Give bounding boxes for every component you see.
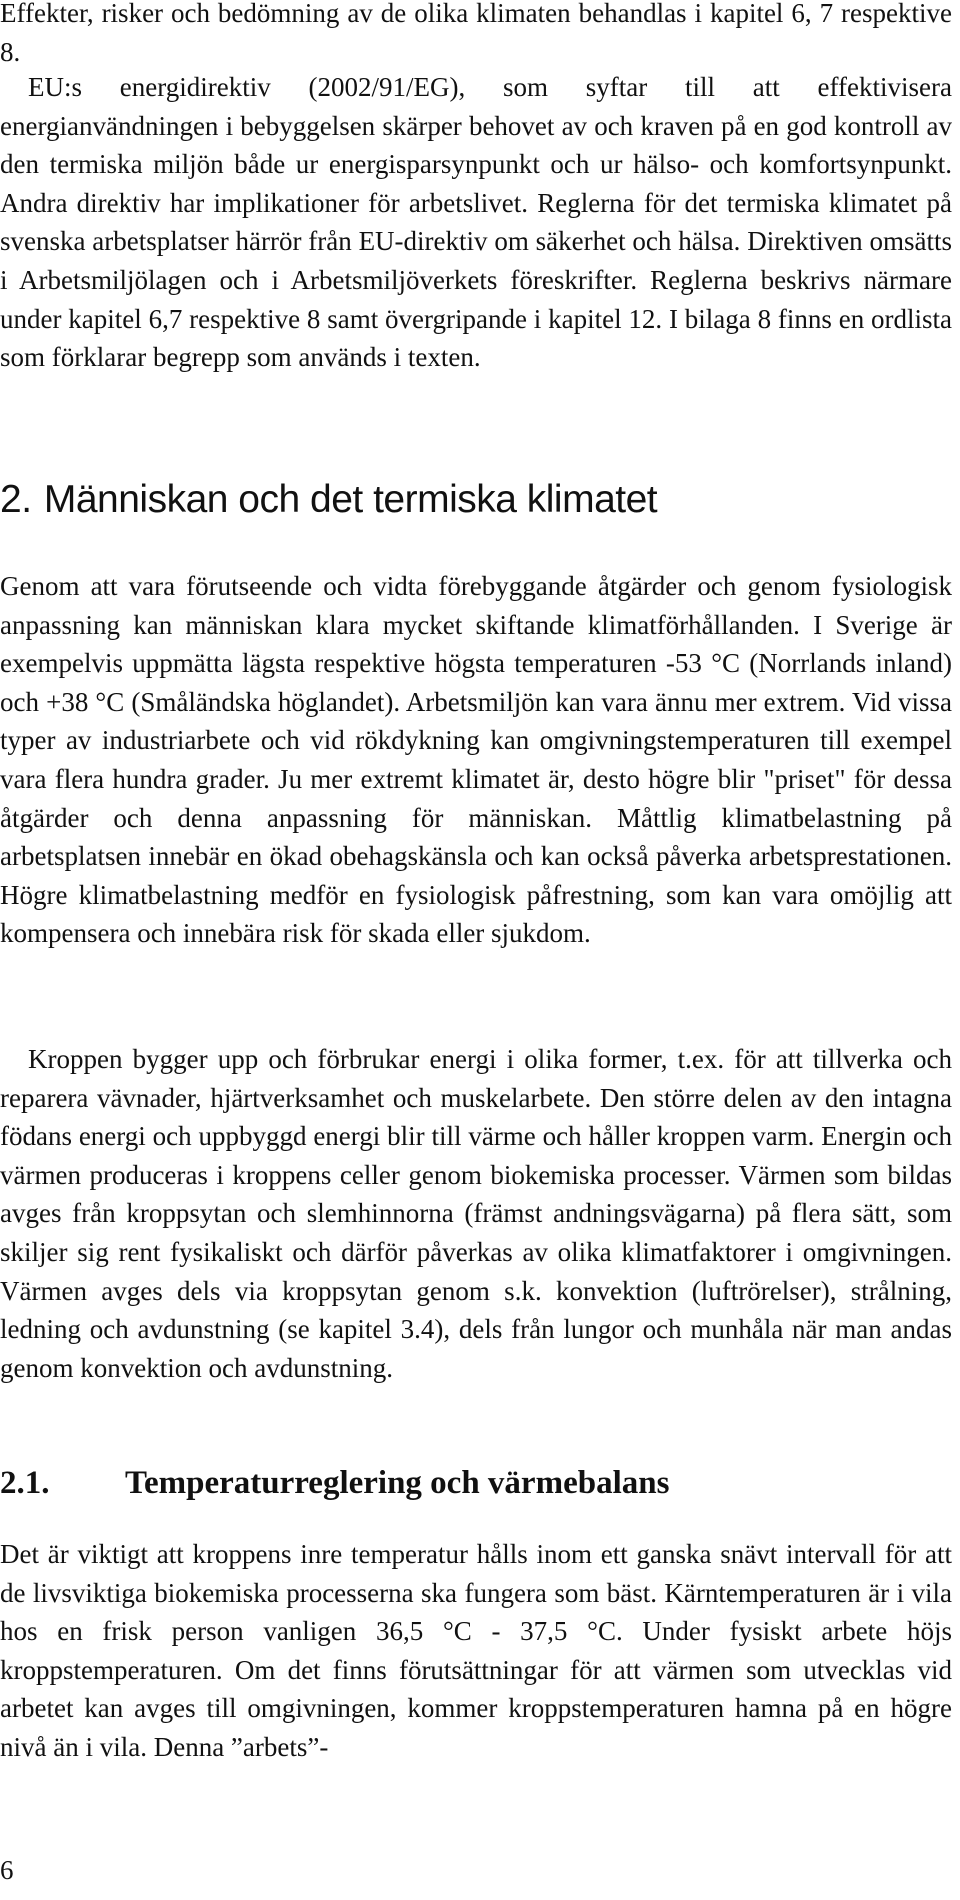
subsection-number: 2.1. <box>0 1465 50 1501</box>
section-heading <box>0 478 657 522</box>
paragraph-body-energy: Kroppen bygger upp och förbrukar energi i olika former, t.ex. för att tillverka och reparera vävnader, hjärtverksamhet och muskelarbete. Den större delen av den intagna födans energi och uppbyggd energi blir till värme och håller kroppen varm. Energin och värmen produceras i kroppens celler genom biokemiska processer. Värmen som bildas avges från kroppsytan och slemhinnorna (främst andningsvägarna) på flera sätt, som skiljer sig rent fysikaliskt och därför påverkas av olika klimatfaktorer i omgivningen. Värmen avges dels via kroppsytan genom s.k. konvektion (luftrörelser), strålning, ledning och avdunstning (se kapitel 3.4), dels från lungor och munhåla när man andas genom konvektion och avdunstning. <box>0 1044 952 1383</box>
section-title: Människan och det termiska klimatet <box>43 478 658 521</box>
page-number: 6 <box>0 1855 14 1885</box>
section-number: 2. <box>0 478 32 521</box>
paragraph-eu-directive: EU:s energidirektiv (2002/91/EG), som syftar till att effektivisera energianvändningen i bebyggelsen skärper behovet av och kraven på en god kontroll av den termiska miljön både ur energisparsynpunkt och ur hälso- och komfortsynpunkt. Andra direktiv har implikationer för arbetslivet. Reglerna för det termiska klimatet på svenska arbetsplatser härrör från EU-direktiv om säkerhet och hälsa. Direktiven omsätts i Arbetsmiljölagen och i Arbetsmiljöverkets föreskrifter. Reglerna beskrivs närmare under kapitel 6,7 respektive 8 samt övergripande i kapitel 12. I bilaga 8 finns en ordlista som förklarar begrepp som används i texten. <box>0 72 952 373</box>
paragraph-intro-effects: Effekter, risker och bedömning av de olika klimaten behandlas i kapitel 6, 7 respektive 8. <box>0 0 952 67</box>
subsection-title: Temperaturreglering och värmebalans <box>125 1465 670 1501</box>
subsection-heading <box>0 1463 669 1503</box>
paragraph-human-adaptation: Genom att vara förutseende och vidta förebyggande åtgärder och genom fysiologisk anpassning kan människan klara mycket skiftande klimatförhållanden. I Sverige är exempelvis uppmätta lägsta respektive högsta temperaturen -53 °C (Norrlands inland) och +38 °C (Småländska höglandet). Arbetsmiljön kan vara ännu mer extrem. Vid vissa typer av industriarbete och vid rökdykning kan omgivningstemperaturen till exempel vara flera hundra grader. Ju mer extremt klimatet är, desto högre blir "priset" för dessa åtgärder och denna anpassning för människan. Måttlig klimatbelastning på arbetsplatsen innebär en ökad obehagskänsla och kan också påverka arbetsprestationen. Högre klimatbelastning medför en fysiologisk påfrestning, som kan vara omöjlig att kompensera och innebära risk för skada eller sjukdom. <box>0 571 952 949</box>
paragraph-temperature-regulation: Det är viktigt att kroppens inre temperatur hålls inom ett ganska snävt intervall för att de livsviktiga biokemiska processerna ska fungera som bäst. Kärntemperaturen är i vila hos en frisk person vanligen 36,5 °C - 37,5 °C. Under fysiskt arbete höjs kroppstemperaturen. Om det finns förutsättningar för att värmen som utvecklas vid arbetet kan avges till omgivningen, kommer kroppstemperaturen hamna på en högre nivå än i vila. Denna ”arbets”- <box>0 1539 952 1762</box>
